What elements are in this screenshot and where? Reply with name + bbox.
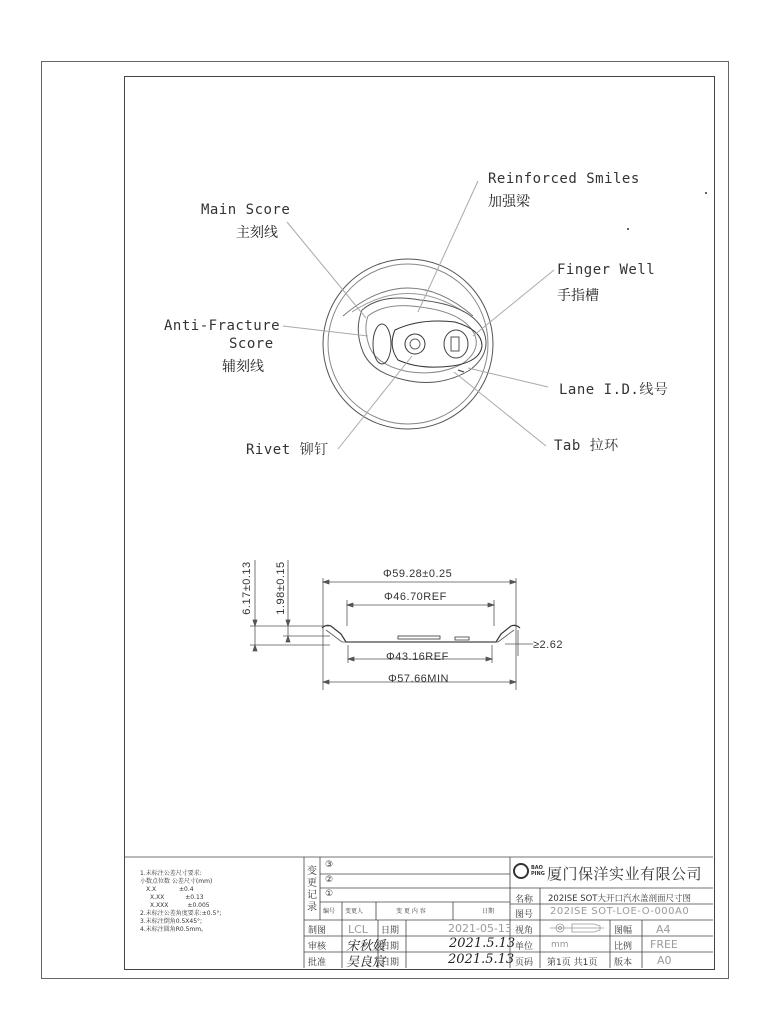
size-label: 图幅 (614, 926, 633, 936)
revision-header-date: 日期 (482, 908, 495, 915)
dim-dia-panel-ref: Φ46.70REF (384, 591, 447, 603)
dim-height-countersink: 1.98±0.15 (275, 561, 287, 615)
callout-main-score-en: Main Score (201, 202, 291, 218)
reinforced-smile-arc-2 (352, 294, 464, 313)
callout-finger-well-en: Finger Well (557, 262, 656, 278)
draw-date-label: 日期 (381, 926, 400, 936)
tab-outline (392, 321, 482, 367)
section-profile (322, 625, 520, 642)
callout-tab: Tab 拉环 (554, 438, 619, 454)
scale-label: 比例 (614, 942, 633, 952)
logo-text: BAO PING (531, 865, 545, 877)
draw-date: 2021-05-13 (448, 922, 512, 935)
company-name: 厦门保洋实业有限公司 (547, 865, 703, 883)
anti-fracture-outline (366, 306, 476, 373)
approve-date-label: 日期 (381, 958, 400, 968)
dim-dia-chuck-ref: Φ43.16REF (386, 651, 449, 663)
lane-id-mark (458, 370, 464, 372)
note-line-1: 1.未标注公差尺寸要求: (140, 870, 202, 877)
dim-height-total: 6.17±0.13 (241, 561, 253, 615)
name-value: 202ISE SOT大开口汽水盖剖面尺寸图 (548, 894, 691, 904)
tab-slot (451, 337, 459, 351)
finger-well-shape (373, 324, 391, 364)
note-line-8: 4.未标注圆角R0.5mm。 (140, 926, 208, 933)
callout-lane-id: Lane I.D.线号 (559, 382, 669, 398)
notes-block (140, 870, 221, 934)
logo-mark-icon (513, 863, 529, 879)
unit-value: mm (551, 940, 569, 950)
tab-hole (444, 330, 468, 358)
callout-anti-fracture-en-2: Score (229, 336, 274, 352)
company-logo (513, 862, 545, 880)
unit-label: 单位 (515, 942, 534, 952)
revision-header-person: 变更人 (345, 908, 364, 915)
dim-seam-height: ≥2.62 (533, 639, 563, 651)
revision-header-no: 编号 (323, 908, 336, 915)
callout-anti-fracture-cn: 辅刻线 (222, 359, 264, 375)
pages-label: 页码 (515, 958, 534, 968)
callout-rivet: Rivet 铆钉 (246, 442, 329, 458)
revision-row-1: ① (325, 889, 334, 899)
callout-anti-fracture-en-1: Anti-Fracture (164, 318, 281, 334)
callout-main-score-cn: 主刻线 (236, 225, 278, 241)
review-date: 2021.5.13 (449, 936, 516, 951)
draw-name: LCL (348, 923, 368, 936)
drawing-no-value: 202ISE SOT-LOE-O-000A0 (550, 906, 690, 917)
reinforced-smile-arc (343, 288, 473, 316)
note-line-7: 3.未标注倒角0.5X45°; (140, 918, 203, 925)
name-label: 名称 (515, 895, 534, 905)
version-label: 版本 (614, 958, 633, 968)
approve-date: 2021.5.13 (448, 952, 515, 967)
review-date-label: 日期 (381, 942, 400, 952)
callout-finger-well-cn: 手指槽 (557, 288, 599, 304)
can-end-section-view (0, 540, 768, 700)
revision-row-3: ③ (325, 860, 334, 870)
review-label: 审核 (308, 942, 327, 952)
revision-header-content: 变 更 内 容 (396, 908, 426, 915)
note-line-5: X.XXX ±0.005 (150, 902, 210, 909)
note-line-4: X.XX ±0.13 (150, 894, 204, 901)
size-value: A4 (656, 923, 671, 936)
draw-label: 制图 (308, 926, 327, 936)
note-line-3: X.X ±0.4 (146, 886, 194, 893)
callout-reinforced-smiles-en: Reinforced Smiles (488, 171, 640, 187)
pages-value: 第1页 共1页 (547, 958, 598, 968)
revision-row-2: ② (325, 875, 334, 885)
dim-dia-min: Φ57.66MIN (388, 673, 449, 685)
view-label: 视角 (515, 926, 534, 936)
version-value: A0 (657, 954, 672, 967)
revision-side-label: 变更记录 (307, 866, 317, 913)
review-signature: 宋秋媛 (346, 939, 386, 954)
note-line-6: 2.未标注公差角度要求:±0.5°; (140, 910, 222, 917)
dim-dia-outer: Φ59.28±0.25 (383, 568, 453, 580)
scale-value: FREE (650, 938, 678, 951)
note-line-2: 小数点位数 公差尺寸(mm) (140, 878, 213, 885)
callout-reinforced-smiles-cn: 加强梁 (488, 194, 530, 210)
rivet-inner (410, 339, 420, 349)
rivet-circle (405, 334, 425, 354)
approve-signature: 吴良宸 (346, 955, 386, 970)
approve-label: 批准 (308, 958, 327, 968)
drawing-no-label: 图号 (515, 910, 534, 920)
